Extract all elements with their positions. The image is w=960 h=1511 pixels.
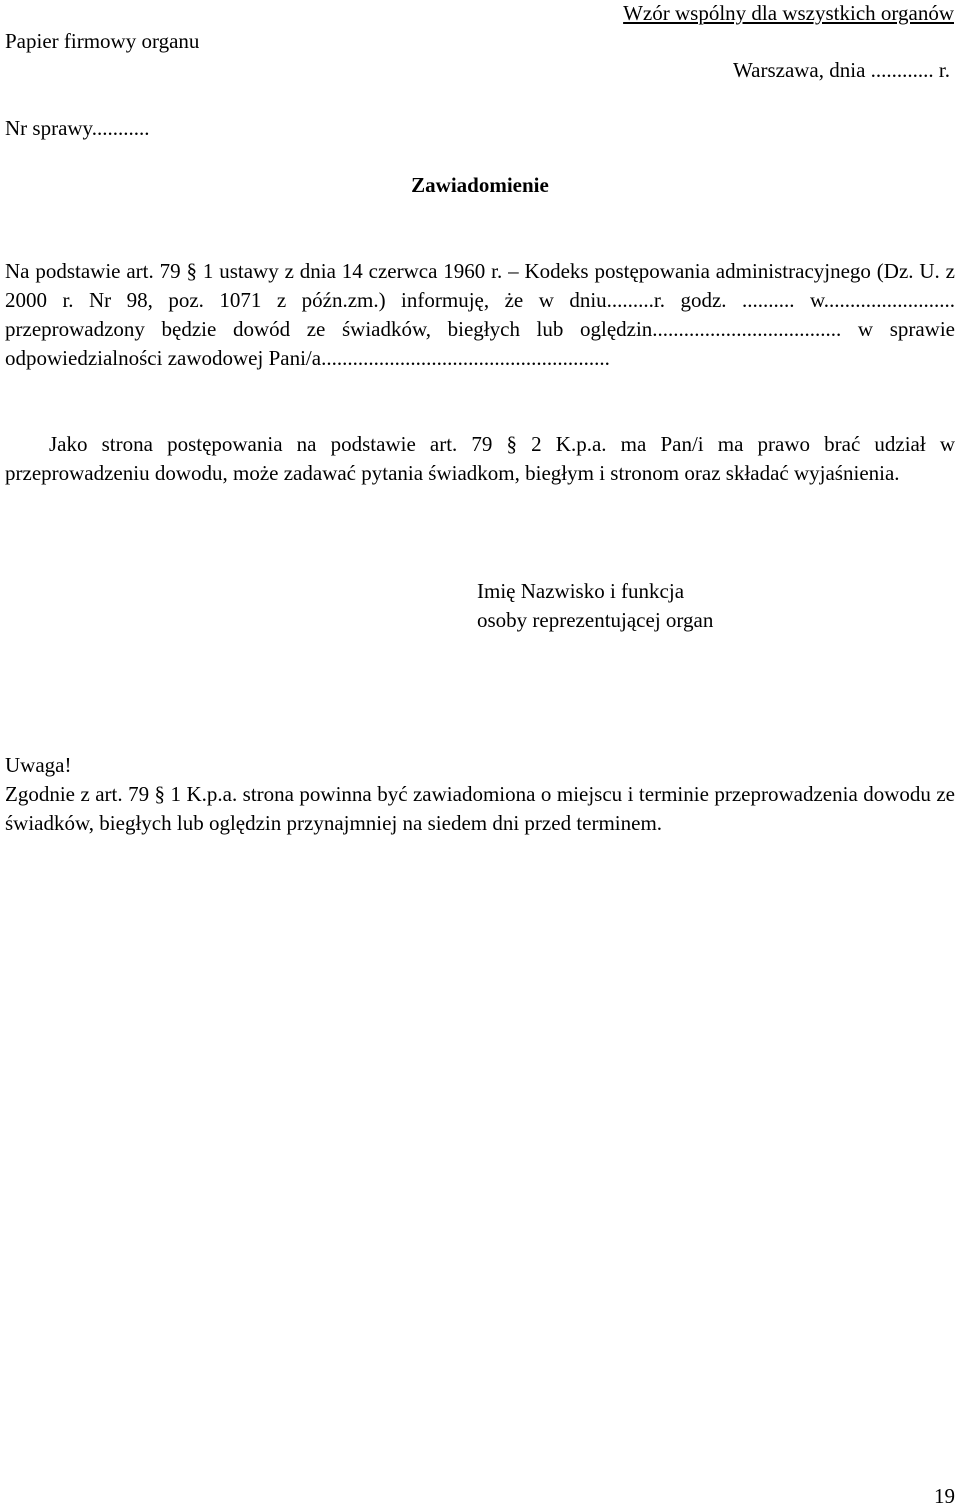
note-heading: Uwaga!	[5, 753, 72, 777]
notice-paragraph: Na podstawie art. 79 § 1 ustawy z dnia 14 czerwca 1960 r. – Kodeks postępowania administracyjnego (Dz. U. z 2000 r. Nr 98, poz. 1071 z późn.zm.) informuję, że w dniu.........r. godz. .......... w......................... przeprowadzony będzie dowód ze świadków, biegłych lub oględzin.................................... w sprawie odpowiedzialności zawodowej Pani/a.......................................................	[5, 259, 955, 370]
letterhead-placeholder: Papier firmowy organu	[5, 29, 200, 53]
signature-role-line: osoby reprezentującej organ	[477, 608, 714, 632]
rights-paragraph: Jako strona postępowania na podstawie art. 79 § 2 K.p.a. ma Pan/i ma prawo brać udział w przeprowadzeniu dowodu, może zadawać pytania świadkom, biegłym i stronom oraz składać wyjaśnienia.	[5, 432, 955, 485]
note-paragraph: Zgodnie z art. 79 § 1 K.p.a. strona powinna być zawiadomiona o miejscu i terminie przeprowadzenia dowodu ze świadków, biegłych lub oględzin przynajmniej na siedem dni przed terminem.	[5, 782, 955, 835]
case-number-line: Nr sprawy...........	[5, 116, 150, 140]
template-note: Wzór wspólny dla wszystkich organów	[623, 1, 954, 25]
signature-name-line: Imię Nazwisko i funkcja	[477, 579, 685, 603]
place-date-line: Warszawa, dnia ............ r.	[733, 58, 950, 82]
signature-block	[477, 577, 713, 635]
document-title: Zawiadomienie	[411, 173, 549, 197]
page-number: 19	[934, 1484, 955, 1508]
